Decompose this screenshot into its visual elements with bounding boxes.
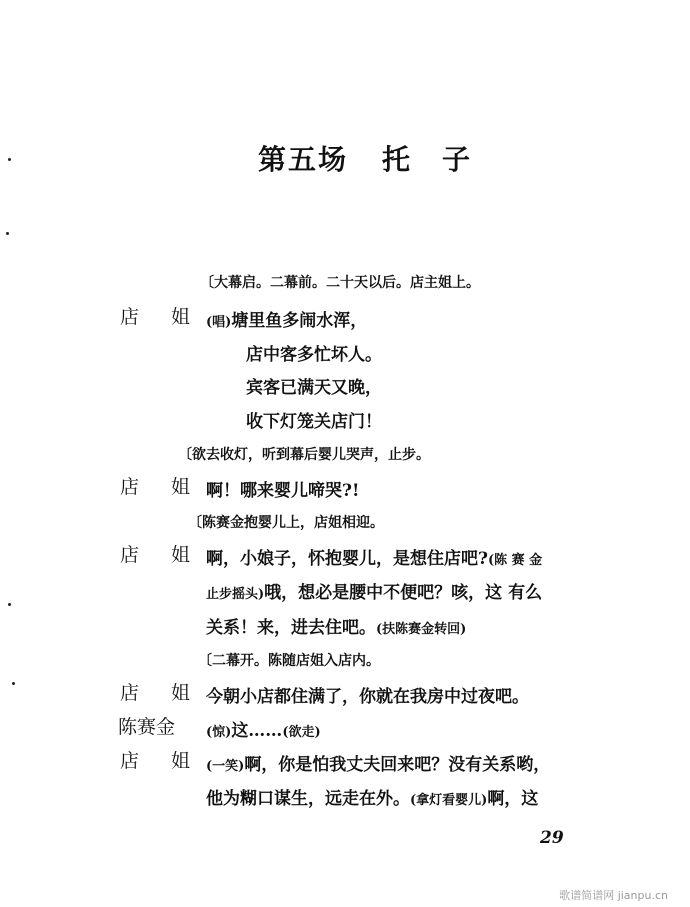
dialogue-line: 今朝小店都住满了，你就在我房中过夜吧。: [206, 687, 529, 707]
scan-speck: [8, 603, 11, 606]
spoken-text: 啊，这: [487, 789, 539, 809]
scan-speck: [6, 232, 9, 235]
direction-inline: (惊): [206, 725, 232, 740]
spoken-text: 啊，你是怕我丈夫回来吧？没有关系哟，: [244, 755, 551, 775]
sung-line: 宾客已满天又晚，: [246, 378, 382, 398]
direction-inline: 止步摇头): [206, 587, 265, 602]
dialogue-line: 啊！哪来婴儿啼哭?!: [206, 481, 360, 501]
sung-line: 收下灯笼关店门！: [246, 412, 382, 432]
dialogue-line: [206, 578, 542, 603]
scene-number: 第五场: [258, 143, 349, 176]
dialogue-line: [206, 750, 550, 775]
spoken-text: 啊，小娘子，怀抱婴儿，是想住店吧?: [206, 549, 488, 569]
page-number: 29: [540, 828, 564, 848]
stage-direction: 〔陈赛金抱婴儿上，店姐相迎。: [188, 515, 384, 531]
sung-line: 塘里鱼多闹水浑，: [231, 311, 368, 331]
sung-line: 店中客多忙坏人。: [246, 345, 382, 365]
dialogue-line: [206, 613, 466, 638]
scene-name: 托 子: [382, 143, 473, 176]
speaker-name: 店 姐: [120, 682, 204, 704]
stage-direction: 〔欲去收灯，听到幕后婴儿哭声，止步。: [178, 447, 430, 463]
site-watermark: 歌谱简谱网 jianpu.cn: [559, 889, 668, 902]
direction-inline: (拿灯看婴儿): [410, 793, 488, 808]
scan-speck: [12, 682, 15, 685]
direction-inline: (唱): [206, 315, 232, 330]
stage-direction: 〔大幕启。二幕前。二十天以后。店主姐上。: [200, 275, 480, 291]
dialogue-line: [206, 716, 321, 741]
dialogue-line: [206, 544, 542, 569]
speaker-name: 店 姐: [120, 476, 204, 498]
speaker-name: 店 姐: [120, 750, 204, 772]
speaker-name: 店 姐: [120, 544, 204, 566]
direction-inline: (陈 赛 金: [487, 553, 543, 568]
spoken-text: 哦，想必是腰中不便吧？咳，这 有么: [264, 583, 543, 603]
direction-inline: (欲走): [282, 725, 321, 740]
direction-inline: (扶陈赛金转回): [376, 622, 467, 637]
stage-direction: 〔二幕开。陈随店姐入店内。: [198, 653, 380, 669]
dialogue-line: [206, 306, 367, 331]
speaker-name: 店 姐: [120, 306, 204, 328]
spoken-text: 这……: [231, 721, 283, 741]
direction-inline: (一笑): [206, 759, 245, 774]
spoken-text: 他为糊口谋生，远走在外。: [206, 789, 410, 809]
speaker-name: 陈赛金: [118, 716, 176, 738]
spoken-text: 关系！来，进去住吧。: [206, 618, 376, 638]
dialogue-line: [206, 784, 538, 809]
scene-title: [258, 138, 472, 178]
scan-speck: [8, 158, 11, 161]
